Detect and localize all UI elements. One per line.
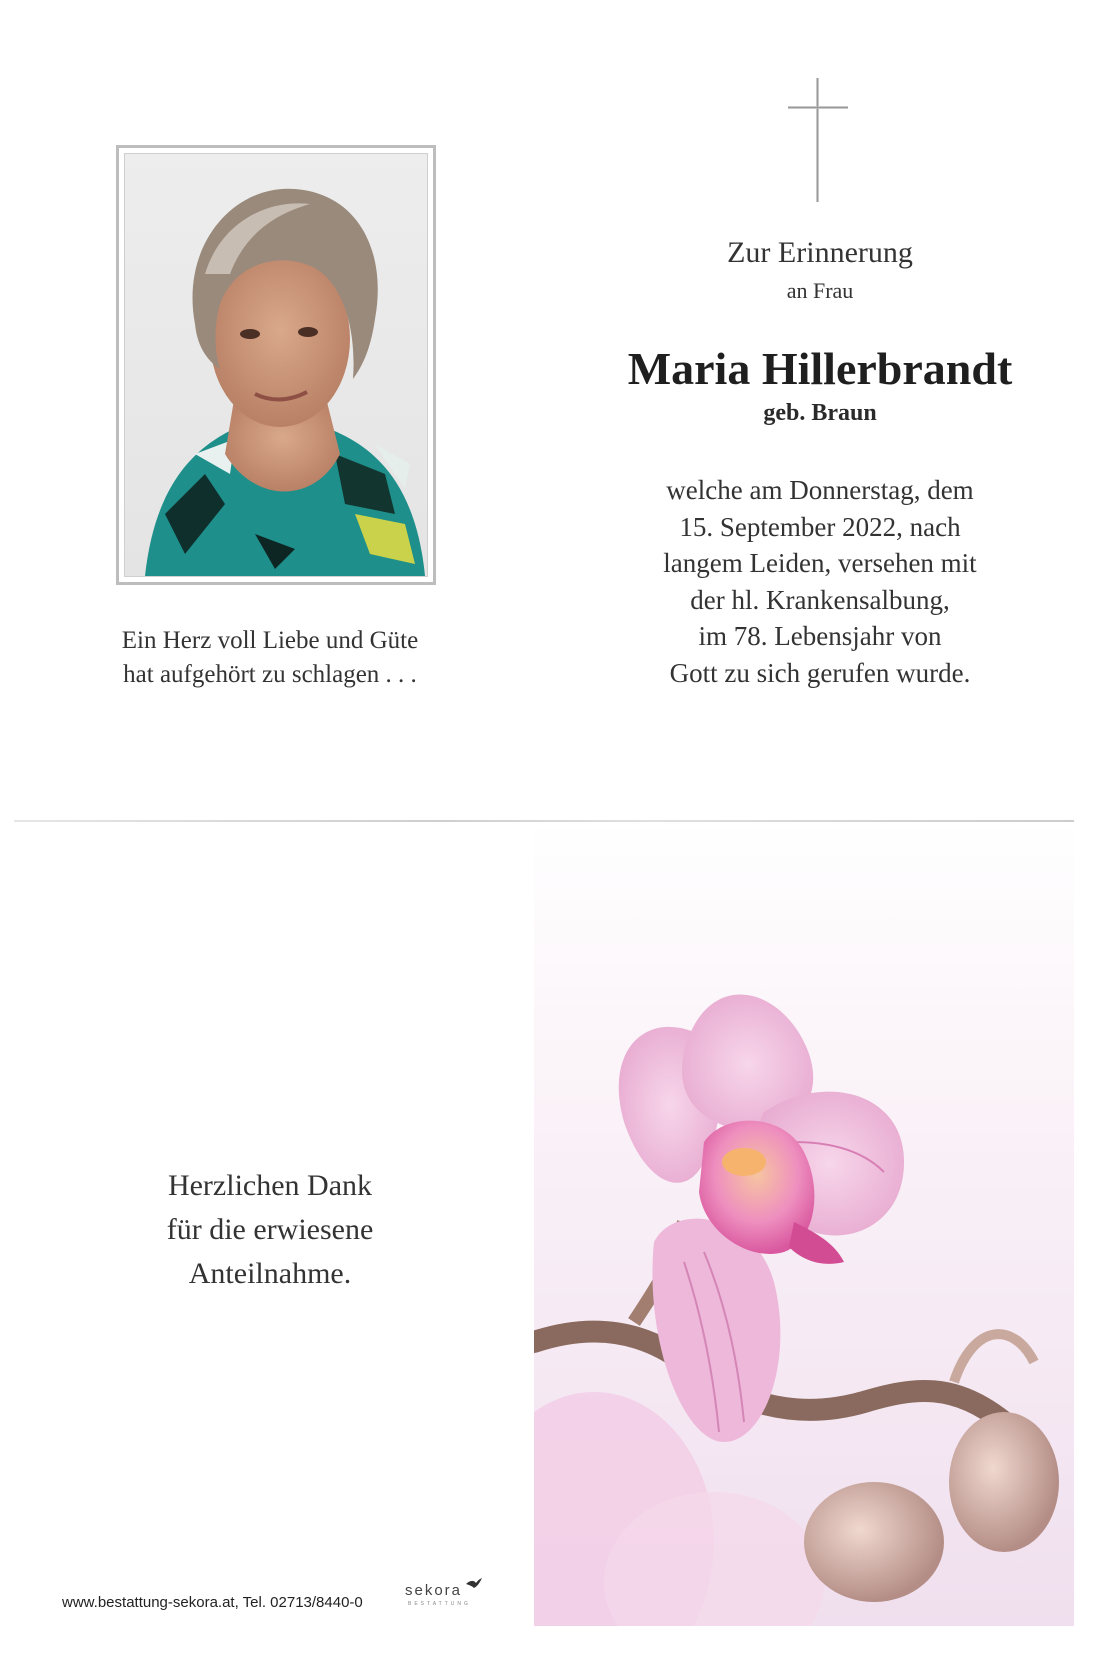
bird-icon: [466, 1578, 482, 1590]
thanks-line: Herzlichen Dank: [167, 1169, 373, 1202]
funeral-home-footer: www.bestattung-sekora.at, Tel. 02713/8440-0: [62, 1594, 363, 1611]
card-front: [0, 0, 1096, 822]
memorial-text-line: 15. September 2022, nach: [679, 511, 961, 542]
memorial-text-line: der hl. Krankensalbung,: [690, 584, 950, 615]
memorial-subtitle: an Frau: [786, 278, 854, 303]
cross-icon: [788, 78, 848, 202]
funeral-home-logo-sub: BESTATTUNG: [408, 1601, 471, 1607]
memorial-text-line: Gott zu sich gerufen wurde.: [669, 657, 971, 688]
maiden-name: geb. Braun: [763, 400, 877, 426]
memorial-text-line: langem Leiden, versehen mit: [663, 548, 977, 578]
thanks-line: Anteilnahme.: [188, 1257, 352, 1290]
deceased-name: Maria Hillerbrandt: [627, 343, 1013, 394]
quote-line: hat aufgehört zu schlagen . . .: [123, 661, 417, 688]
portrait-image: [125, 154, 427, 576]
funeral-home-logo: sekora: [405, 1582, 463, 1599]
memorial-quote: [70, 624, 470, 692]
memorial-title: Zur Erinnerung: [727, 236, 913, 269]
memorial-text: [600, 472, 1040, 691]
thanks-message: [100, 1164, 440, 1296]
thanks-line: für die erwiesene: [166, 1213, 374, 1246]
memorial-text-line: welche am Donnerstag, dem: [666, 475, 974, 505]
orchid-image: [534, 822, 1074, 1626]
portrait-photo: [116, 145, 436, 585]
memorial-text-line: im 78. Lebensjahr von: [698, 621, 942, 651]
quote-line: Ein Herz voll Liebe und Güte: [121, 627, 419, 654]
